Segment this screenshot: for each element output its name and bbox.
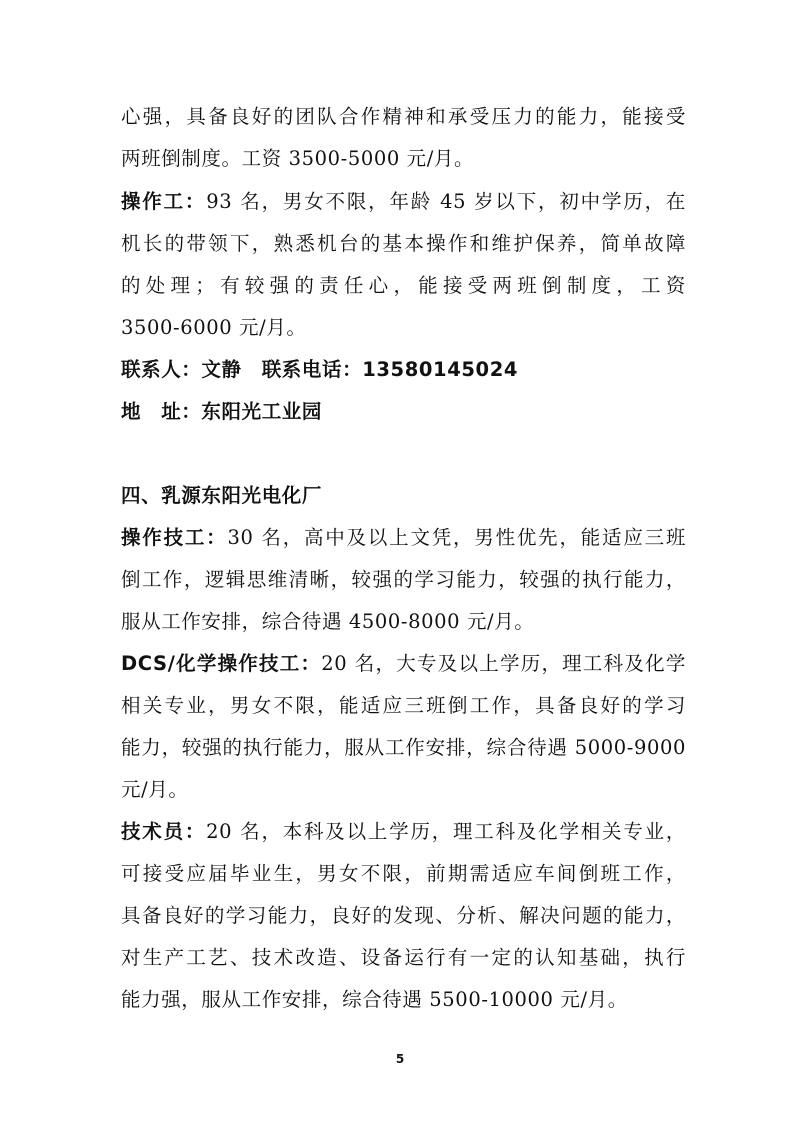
line-text: 元/月。 <box>121 778 189 801</box>
contact-info: 联系人：文静 联系电话：13580145024 <box>121 358 519 381</box>
line-text: 对生产工艺、技术改造、设备运行有一定的认知基础，执行 <box>121 946 686 969</box>
line-text: 机长的带领下，熟悉机台的基本操作和维护保养，简单故障 <box>121 232 686 255</box>
body-line-14 <box>121 692 686 720</box>
body-line-2 <box>121 145 686 173</box>
body-line-1 <box>121 103 686 131</box>
job-skilled-operator-line <box>121 524 686 552</box>
line-text: 可接受应届毕业生，男女不限，前期需适应车间倒班工作， <box>121 862 686 885</box>
line-text: 20 名，本科及以上学历，理工科及化学相关专业， <box>206 820 686 843</box>
job-title-dcs-prefix: DCS/ <box>121 652 176 675</box>
job-title-technician: 技术员： <box>121 820 207 843</box>
job-title-dcs-operator: 化学操作技工： <box>175 652 322 675</box>
line-text: 相关专业，男女不限，能适应三班倒工作，具备良好的学习 <box>121 694 686 717</box>
body-line-5 <box>121 272 686 300</box>
line-text: 30 名，高中及以上文凭，男性优先，能适应三班 <box>227 526 686 549</box>
body-line-21 <box>121 986 686 1014</box>
line-text: 具备良好的学习能力，良好的发现、分析、解决问题的能力， <box>121 904 686 927</box>
line-text: 服从工作安排，综合待遇 4500-8000 元/月。 <box>121 610 535 633</box>
body-line-19 <box>121 902 686 930</box>
job-operator-heading-line <box>121 188 686 216</box>
body-line-16 <box>121 776 686 804</box>
line-text: 倒工作，逻辑思维清晰，较强的学习能力，较强的执行能力， <box>121 568 686 591</box>
line-text: 两班倒制度。工资 3500-5000 元/月。 <box>121 147 475 170</box>
line-text: 20 名，大专及以上学历，理工科及化学 <box>321 652 687 675</box>
body-line-11 <box>121 566 686 594</box>
line-text: 93 名，男女不限，年龄 45 岁以下，初中学历，在 <box>206 190 686 213</box>
line-text: 能力强，服从工作安排，综合待遇 5500-10000 元/月。 <box>121 988 628 1011</box>
body-line-4 <box>121 230 686 258</box>
section-heading <box>121 482 686 510</box>
job-technician-line <box>121 818 686 846</box>
address-info: 地 址：东阳光工业园 <box>121 400 323 423</box>
line-text: 的处理；有较强的责任心，能接受两班倒制度，工资 <box>121 274 686 297</box>
job-title-operator: 操作工： <box>121 190 207 213</box>
body-line-18 <box>121 860 686 888</box>
body-line-15 <box>121 734 686 762</box>
address-line <box>121 398 686 426</box>
section-title: 四、乳源东阳光电化厂 <box>121 484 323 507</box>
contact-line <box>121 356 686 384</box>
body-line-12 <box>121 608 686 636</box>
body-line-6 <box>121 314 686 342</box>
page-number: 5 <box>395 1052 405 1066</box>
body-line-20 <box>121 944 686 972</box>
job-title-skilled-operator: 操作技工： <box>121 526 228 549</box>
line-text: 3500-6000 元/月。 <box>121 316 307 339</box>
line-text: 心强，具备良好的团队合作精神和承受压力的能力，能接受 <box>121 105 686 128</box>
line-text: 能力，较强的执行能力，服从工作安排，综合待遇 5000-9000 <box>121 736 686 759</box>
job-dcs-operator-line <box>121 650 686 678</box>
